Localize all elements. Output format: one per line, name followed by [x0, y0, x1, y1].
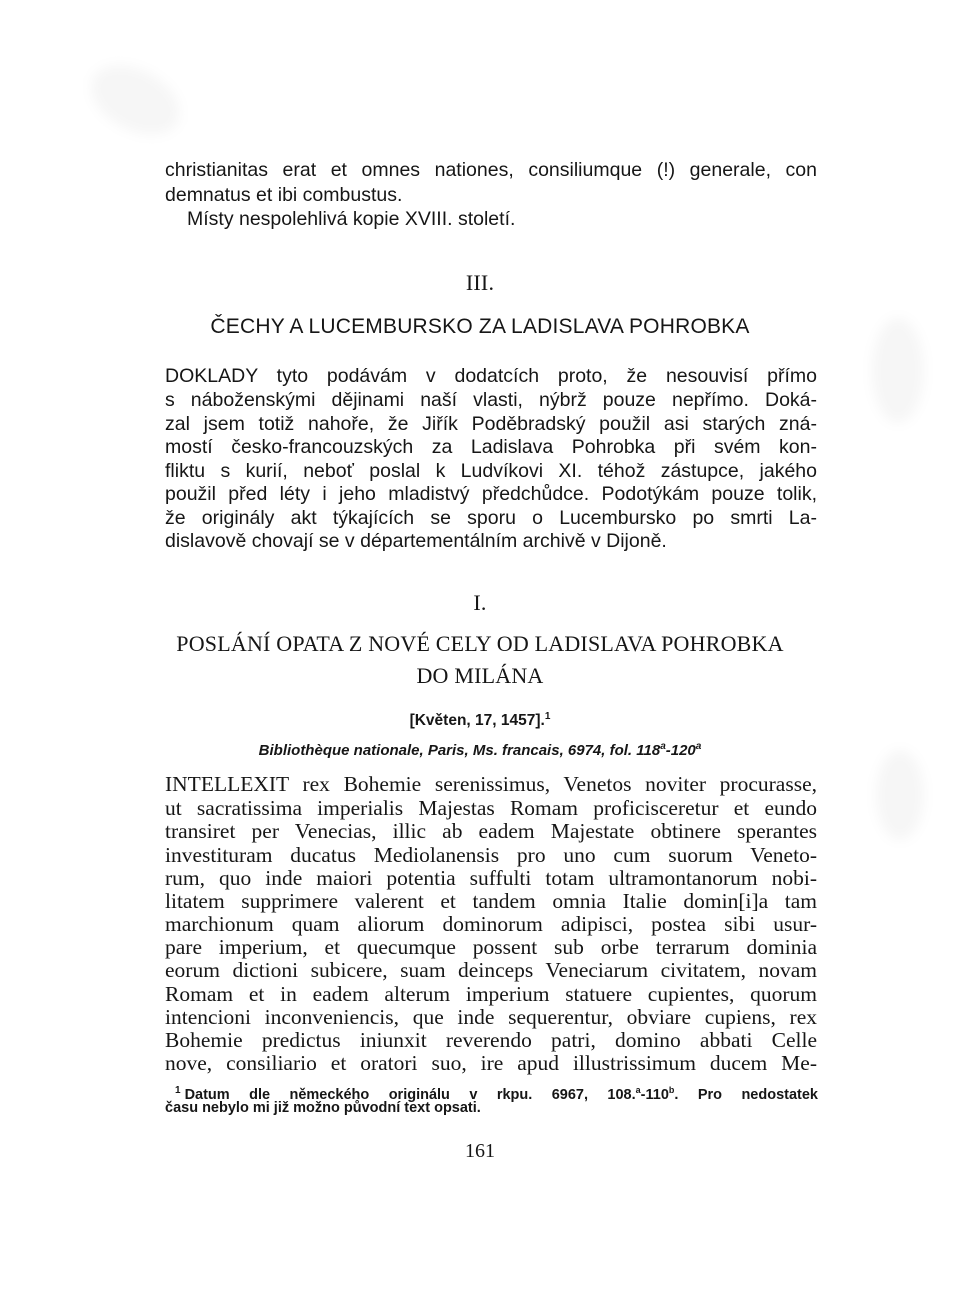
latin-line: pare imperium, et quecumque possent sub orbe terrarum dominia [165, 935, 817, 959]
source-text: Bibliothèque nationale, Paris, Ms. francais, 6974, fol. 118 [258, 742, 661, 759]
paragraph-line: zal jsem totiž nahoře, že Jiřík Poděbradský použil asi starých zná- [165, 413, 817, 435]
latin-line: nove, consiliario et oratori suo, ire apud illustrissimum ducem Me- [165, 1051, 817, 1075]
paragraph-line: použil před léty i jeho mladistvý předchůdce. Podotýkám pouze tolik, [165, 483, 817, 505]
section-title: ČECHY A LUCEMBURSKO ZA LADISLAVA POHROBKA [210, 315, 750, 338]
footnote-text: . Pro nedostatek [674, 1086, 818, 1103]
folio-range: -120 [665, 742, 696, 759]
paragraph-line: s náboženskými dějinami naší vlasti, nýbrž pouze nepřímo. Doká- [165, 389, 817, 411]
latin-line: ut sacratissima imperialis Majestas Romam proficisceretur et eundo [165, 796, 817, 820]
document-date [0, 705, 960, 733]
section-number: III. [465, 270, 495, 295]
latin-line: intencioni inconveniencis, que inde sequerentur, obviare cupiens, rex [165, 1005, 817, 1029]
footnote-reference: 1 [544, 711, 551, 722]
footnote-text: Datum dle německého originálu v rkpu. 6967, 108. [184, 1086, 636, 1103]
latin-line: rum, quo inde maiori potentia suffulti totam ultramontanorum nobi- [165, 866, 817, 890]
latin-line: eorum dictioni subicere, suam deinceps Veneciarum civitatem, novam [165, 958, 817, 982]
folio-superscript: a [695, 741, 702, 752]
paragraph-line: DOKLADY tyto podávám v dodatcích proto, že nesouvisí přímo [165, 365, 817, 387]
intro-line: christianitas erat et omnes nationes, consiliumque (!) generale, con [165, 159, 817, 181]
footnote-mark: 1 [175, 1085, 181, 1096]
paragraph-line: fliktu s kurií, neboť poslal k Ludvíkovi XI. téhož zástupce, jakého [165, 460, 817, 482]
latin-line: Bohemie predictus iniunxit reverendo patri, domino abbati Celle [165, 1028, 817, 1052]
document-number: I. [473, 590, 487, 615]
latin-line: Romam et in eadem alterum imperium statuere cupientes, quorum [165, 982, 817, 1006]
paragraph-line: dislavově chovají se v départementálním archivě v Dijoně. [165, 530, 667, 552]
document-title-continued: DO MILÁNA [416, 663, 544, 688]
intro-line: Místy nespolehlivá kopie XVIII. století. [187, 208, 516, 230]
paper-smudge [79, 51, 191, 149]
latin-line: marchionum quam aliorum dominorum adipisci, postea sibi usur- [165, 912, 817, 936]
intro-line: demnatus et ibi combustus. [165, 184, 403, 206]
latin-line: litatem supprimere valerent et tandem omnia Italie domin[i]a tam [165, 889, 817, 913]
paper-smudge [876, 750, 924, 840]
folio-superscript: a [660, 741, 666, 752]
folio-superscript: a [635, 1085, 641, 1095]
document-title: POSLÁNÍ OPATA Z NOVÉ CELY OD LADISLAVA POHROBKA [176, 631, 784, 656]
latin-line: investituram ducatus Mediolanensis pro uno cum suorum Veneto- [165, 843, 817, 867]
latin-line: transiret per Venecias, illic ab eadem Majestate obtinere sperantes [165, 819, 817, 843]
date-text: [Květen, 17, 1457]. [409, 712, 545, 730]
footnote-text: -110 [640, 1086, 669, 1103]
footnote-line: času nebylo mi již možno původní text opsati. [165, 1100, 481, 1116]
page-number: 161 [465, 1140, 495, 1162]
manuscript-source [0, 735, 960, 763]
folio-superscript: b [668, 1085, 675, 1095]
latin-line: INTELLEXIT rex Bohemie serenissimus, Venetos noviter procurasse, [165, 772, 817, 796]
paragraph-line: že originály akt týkajících se sporu o Lucembursko po smrti La- [165, 507, 817, 529]
paragraph-line: mostí česko-francouzských za Ladislava Pohrobka při svém kon- [165, 436, 817, 458]
